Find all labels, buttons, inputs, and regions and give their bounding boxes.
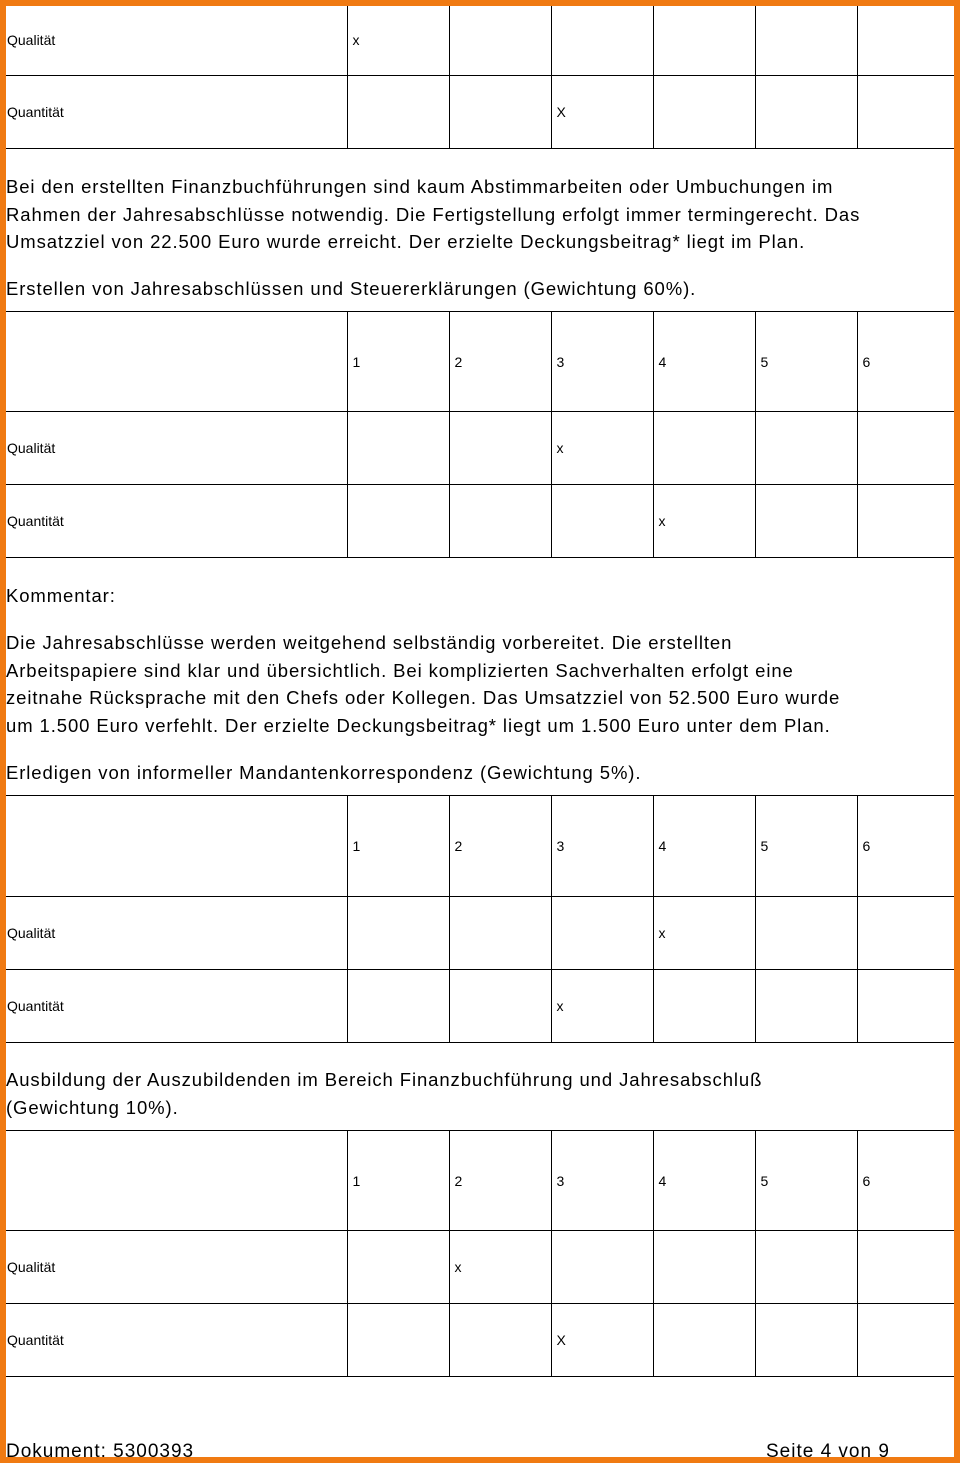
rating-cell [551, 6, 653, 75]
scale-label: 3 [551, 312, 653, 412]
comment-label: Kommentar: [6, 585, 116, 606]
table-row [6, 6, 954, 75]
rating-cell [653, 1304, 755, 1377]
text-line: um 1.500 Euro verfehlt. Der erzielte Deckungsbeitrag* liegt um 1.500 Euro unter dem Plan. [6, 714, 831, 736]
scale-label: 2 [449, 796, 551, 897]
scale-label: 5 [755, 796, 857, 897]
text-line: Ausbildung der Auszubildenden im Bereich Finanzbuchführung und Jahresabschluß [6, 1069, 763, 1090]
text-line: Die Jahresabschlüsse werden weitgehend selbständig vorbereitet. Die erstellten [6, 632, 733, 653]
section-heading-jahresabschluesse: Erstellen von Jahresabschlüssen und Steuererklärungen (Gewichtung 60%). [6, 278, 697, 299]
text-line: Arbeitspapiere sind klar und übersichtlich. Bei komplizierten Sachverhalten erfolgt eine [6, 659, 794, 681]
rating-cell [653, 6, 755, 75]
scale-label: 4 [653, 796, 755, 897]
scale-label: 2 [449, 312, 551, 412]
scale-header-row [6, 1131, 954, 1231]
row-label-quantitaet: Quantität [6, 970, 347, 1043]
section-heading-mandantenkorrespondenz: Erledigen von informeller Mandantenkorrespondenz (Gewichtung 5%). [6, 762, 642, 783]
rating-cell [347, 1304, 449, 1377]
rating-cell [347, 75, 449, 148]
rating-cell [755, 970, 857, 1043]
rating-cell [857, 75, 954, 148]
scale-label: 3 [551, 796, 653, 897]
scale-label: 3 [551, 1131, 653, 1231]
rating-cell [449, 75, 551, 148]
scale-label: 6 [857, 796, 954, 897]
text-line: Bei den erstellten Finanzbuchführungen sind kaum Abstimmarbeiten oder Umbuchungen im [6, 176, 834, 197]
scale-label: 5 [755, 1131, 857, 1231]
header-empty-cell [6, 1131, 347, 1231]
rating-cell: x [653, 485, 755, 558]
footer-document-number: Dokument: 5300393 [6, 1441, 195, 1462]
rating-cell [347, 897, 449, 970]
header-empty-cell [6, 312, 347, 412]
scale-label: 2 [449, 1131, 551, 1231]
scale-label: 1 [347, 1131, 449, 1231]
scale-label: 1 [347, 312, 449, 412]
row-label-qualitaet: Qualität [6, 1231, 347, 1304]
rating-cell [449, 412, 551, 485]
rating-cell [449, 485, 551, 558]
rating-table-1 [6, 6, 954, 149]
text-line: (Gewichtung 10%). [6, 1096, 179, 1118]
row-label-qualitaet: Qualität [6, 412, 347, 485]
rating-cell [755, 1231, 857, 1304]
rating-cell [857, 1231, 954, 1304]
table-row [6, 75, 954, 148]
rating-cell [653, 75, 755, 148]
table-row [6, 485, 954, 558]
row-label-qualitaet: Qualität [6, 897, 347, 970]
rating-cell [551, 1231, 653, 1304]
table-row [6, 970, 954, 1043]
rating-cell [755, 897, 857, 970]
rating-cell [551, 485, 653, 558]
rating-cell: X [551, 1304, 653, 1377]
rating-cell [755, 6, 857, 75]
rating-cell: x [347, 6, 449, 75]
rating-table-3 [6, 795, 954, 1043]
rating-cell [755, 75, 857, 148]
rating-cell [857, 485, 954, 558]
rating-cell: x [551, 412, 653, 485]
rating-cell [347, 1231, 449, 1304]
rating-cell [653, 412, 755, 485]
rating-cell [347, 412, 449, 485]
rating-cell [653, 970, 755, 1043]
row-label-qualitaet: Qualität [6, 6, 347, 75]
rating-cell [449, 970, 551, 1043]
rating-cell [857, 1304, 954, 1377]
rating-cell [347, 485, 449, 558]
rating-cell [755, 412, 857, 485]
rating-cell [653, 1231, 755, 1304]
scale-label: 4 [653, 1131, 755, 1231]
section-heading-ausbildung [6, 1066, 951, 1121]
table-row [6, 412, 954, 485]
rating-cell [857, 970, 954, 1043]
rating-table-4 [6, 1130, 954, 1377]
scale-label: 6 [857, 312, 954, 412]
rating-cell [857, 897, 954, 970]
text-line: Rahmen der Jahresabschlüsse notwendig. Die Fertigstellung erfolgt immer termingerecht. Das [6, 203, 861, 225]
row-label-quantitaet: Quantität [6, 75, 347, 148]
rating-cell [857, 412, 954, 485]
rating-cell [347, 970, 449, 1043]
text-line: zeitnahe Rücksprache mit den Chefs oder Kollegen. Das Umsatzziel von 52.500 Euro wurde [6, 687, 841, 708]
text-line: Umsatzziel von 22.500 Euro wurde erreicht. Der erzielte Deckungsbeitrag* liegt im Plan. [6, 231, 806, 252]
footer-page-number: Seite 4 von 9 [766, 1441, 890, 1462]
rating-cell [755, 1304, 857, 1377]
row-label-quantitaet: Quantität [6, 485, 347, 558]
rating-cell: x [653, 897, 755, 970]
scale-label: 4 [653, 312, 755, 412]
scale-header-row [6, 312, 954, 412]
rating-cell: x [551, 970, 653, 1043]
header-empty-cell [6, 796, 347, 897]
scale-label: 5 [755, 312, 857, 412]
rating-cell [755, 485, 857, 558]
scale-label: 6 [857, 1131, 954, 1231]
rating-cell [449, 6, 551, 75]
table-row [6, 897, 954, 970]
rating-cell [551, 897, 653, 970]
rating-cell [449, 897, 551, 970]
rating-cell [857, 6, 954, 75]
rating-cell: X [551, 75, 653, 148]
row-label-quantitaet: Quantität [6, 1304, 347, 1377]
assessment-paragraph-1 [6, 173, 951, 256]
comment-paragraph [6, 629, 951, 739]
rating-cell [449, 1304, 551, 1377]
table-row [6, 1231, 954, 1304]
scale-label: 1 [347, 796, 449, 897]
table-row [6, 1304, 954, 1377]
rating-cell: x [449, 1231, 551, 1304]
scale-header-row [6, 796, 954, 897]
rating-table-2 [6, 311, 954, 558]
